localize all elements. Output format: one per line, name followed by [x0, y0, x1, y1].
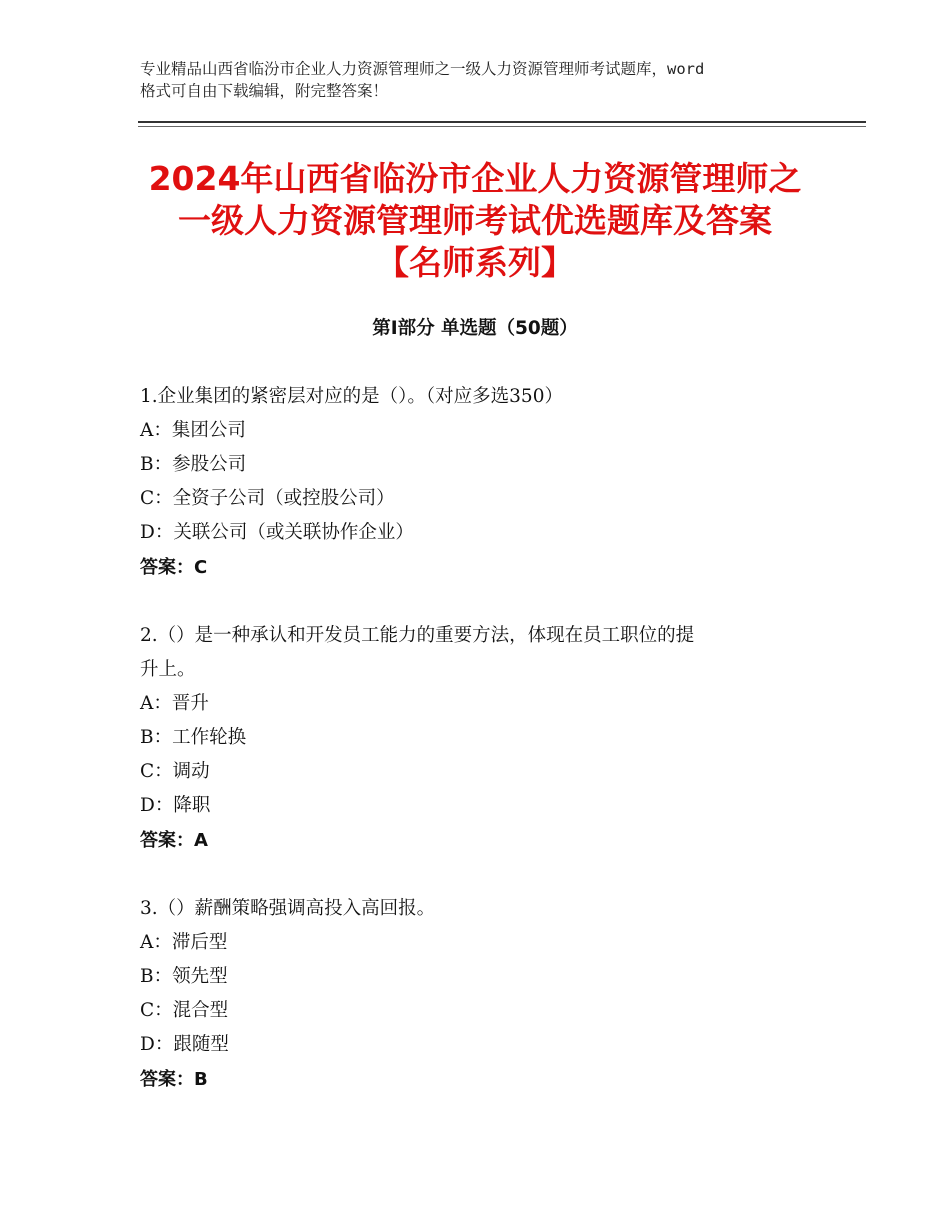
- document-title: [110, 158, 840, 284]
- question-2-stem-line-1: 2.（）是一种承认和开发员工能力的重要方法，体现在员工职位的提: [140, 625, 695, 646]
- title-line-3: 【名师系列】: [376, 243, 574, 282]
- question-2-option-c: C：调动: [140, 761, 210, 782]
- question-2-stem-line-2: 升上。: [140, 659, 196, 680]
- question-1-answer: 答案：C: [140, 557, 208, 578]
- question-2-option-a: A：晋升: [140, 693, 209, 714]
- header-note-line-2: 格式可自由下载编辑，附完整答案！: [140, 82, 389, 100]
- question-2-option-b: B：工作轮换: [140, 727, 247, 748]
- question-1-stem: 1.企业集团的紧密层对应的是（）。（对应多选350）: [140, 386, 563, 407]
- question-2-answer: 答案：A: [140, 830, 208, 851]
- title-line-2: 一级人力资源管理师考试优选题库及答案: [178, 201, 772, 240]
- title-line-1: 2024年山西省临汾市企业人力资源管理师之: [148, 159, 802, 198]
- header-note-line-1: 专业精品山西省临汾市企业人力资源管理师之一级人力资源管理师考试题库，word: [140, 60, 705, 78]
- question-1-option-c: C：全资子公司（或控股公司）: [140, 488, 395, 509]
- question-2-option-d: D：降职: [140, 795, 211, 816]
- section-heading: 第Ⅰ部分 单选题（50题）: [372, 318, 578, 339]
- question-3-option-c: C：混合型: [140, 1000, 229, 1021]
- question-3-option-d: D：跟随型: [140, 1034, 229, 1055]
- question-3-option-a: A：滞后型: [140, 932, 228, 953]
- header-divider-thick: [138, 121, 866, 123]
- question-1-option-a: A：集团公司: [140, 420, 246, 441]
- header-divider-thin: [138, 126, 866, 127]
- question-3-answer: 答案：B: [140, 1069, 208, 1090]
- header-note: [140, 58, 830, 102]
- question-1-option-d: D：关联公司（或关联协作企业）: [140, 522, 414, 543]
- question-1-option-b: B：参股公司: [140, 454, 247, 475]
- question-3-option-b: B：领先型: [140, 966, 228, 987]
- question-3-stem: 3.（）薪酬策略强调高投入高回报。: [140, 898, 436, 919]
